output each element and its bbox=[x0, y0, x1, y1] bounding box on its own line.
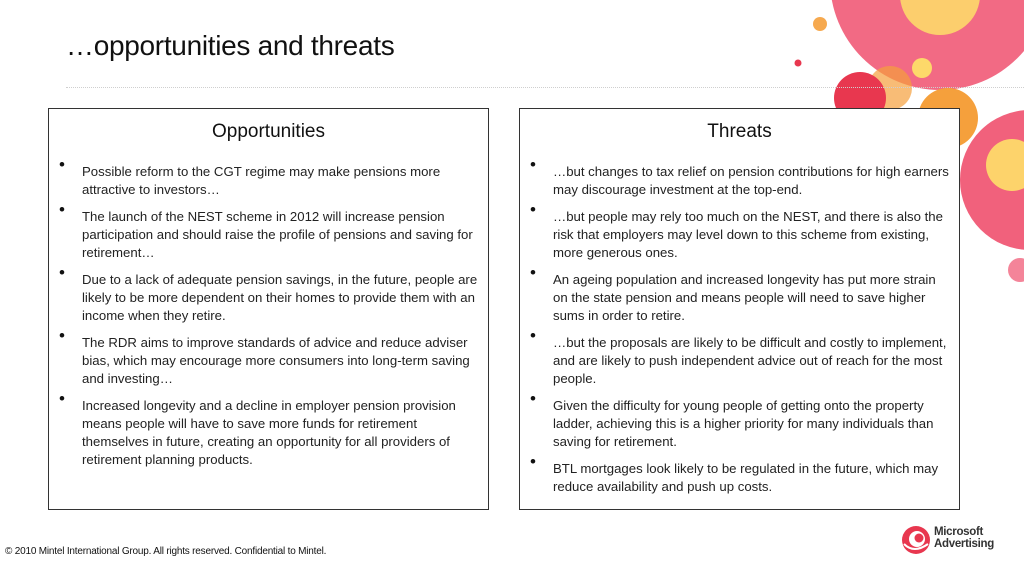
logo-text bbox=[934, 526, 994, 550]
bullet-icon: • bbox=[530, 200, 536, 219]
list-item bbox=[530, 326, 949, 388]
opportunities-panel bbox=[48, 108, 489, 510]
list-item bbox=[530, 452, 949, 496]
list-item-text: The RDR aims to improve standards of advice and reduce adviser bias, which may encourage more consumers into long-term saving and investing… bbox=[82, 335, 470, 386]
list-item-text: BTL mortgages look likely to be regulated in the future, which may reduce availability and push up costs. bbox=[553, 461, 939, 494]
bullet-icon: • bbox=[530, 452, 536, 471]
copyright-footer: © 2010 Mintel International Group. All rights reserved. Confidential to Mintel. bbox=[5, 546, 327, 557]
list-item bbox=[530, 155, 949, 199]
bullet-icon: • bbox=[59, 263, 65, 282]
bullet-icon: • bbox=[530, 326, 536, 345]
microsoft-advertising-logo bbox=[900, 522, 1000, 558]
bullet-icon: • bbox=[530, 389, 536, 408]
list-item bbox=[59, 200, 478, 262]
list-item bbox=[59, 326, 478, 388]
opportunities-heading: Opportunities bbox=[211, 121, 325, 142]
list-item-text: …but the proposals are likely to be difficult and costly to implement, and are likely to push independent advice out of reach for the most people. bbox=[553, 335, 947, 386]
microsoft-advertising-swirl-icon bbox=[900, 524, 932, 556]
bullet-icon: • bbox=[59, 200, 65, 219]
list-item-text: Possible reform to the CGT regime may make pensions more attractive to investors… bbox=[82, 164, 441, 197]
bullet-icon: • bbox=[59, 155, 65, 174]
bullet-icon: • bbox=[59, 389, 65, 408]
threats-heading: Threats bbox=[707, 121, 772, 142]
logo-line-2: Advertising bbox=[934, 538, 994, 550]
bullet-icon: • bbox=[59, 326, 65, 345]
bullet-icon: • bbox=[530, 263, 536, 282]
list-item bbox=[530, 389, 949, 451]
threats-list bbox=[530, 155, 949, 496]
threats-panel bbox=[519, 108, 960, 510]
logo-line-1: Microsoft bbox=[934, 526, 984, 538]
list-item-text: Increased longevity and a decline in employer pension provision means people will have to save more funds for retirement themselves in future, creating an opportunity for all providers of retirement planning products. bbox=[82, 398, 456, 467]
list-item-text: Due to a lack of adequate pension savings, in the future, people are likely to be more dependent on their homes to provide them with an income when they retire. bbox=[82, 272, 478, 323]
opportunities-list bbox=[59, 155, 478, 469]
list-item-text: …but people may rely too much on the NEST, and there is also the risk that employers may level down to this scheme from existing, more generous ones. bbox=[553, 209, 943, 260]
list-item bbox=[59, 389, 478, 469]
list-item-text: Given the difficulty for young people of getting onto the property ladder, achieving this is a higher priority for many individuals than saving for retirement. bbox=[553, 398, 934, 449]
list-item-text: An ageing population and increased longevity has put more strain on the state pension and means people will need to save higher sums in order to retire. bbox=[553, 272, 936, 323]
list-item bbox=[59, 263, 478, 325]
list-item-text: …but changes to tax relief on pension contributions for high earners may discourage investment at the top-end. bbox=[553, 164, 949, 197]
title-divider bbox=[66, 87, 1024, 88]
list-item bbox=[530, 200, 949, 262]
list-item bbox=[59, 155, 478, 199]
bullet-icon: • bbox=[530, 155, 536, 174]
page-title: …opportunities and threats bbox=[66, 30, 395, 61]
list-item bbox=[530, 263, 949, 325]
list-item-text: The launch of the NEST scheme in 2012 will increase pension participation and should raise the profile of pensions and saving for retirement… bbox=[82, 209, 473, 260]
